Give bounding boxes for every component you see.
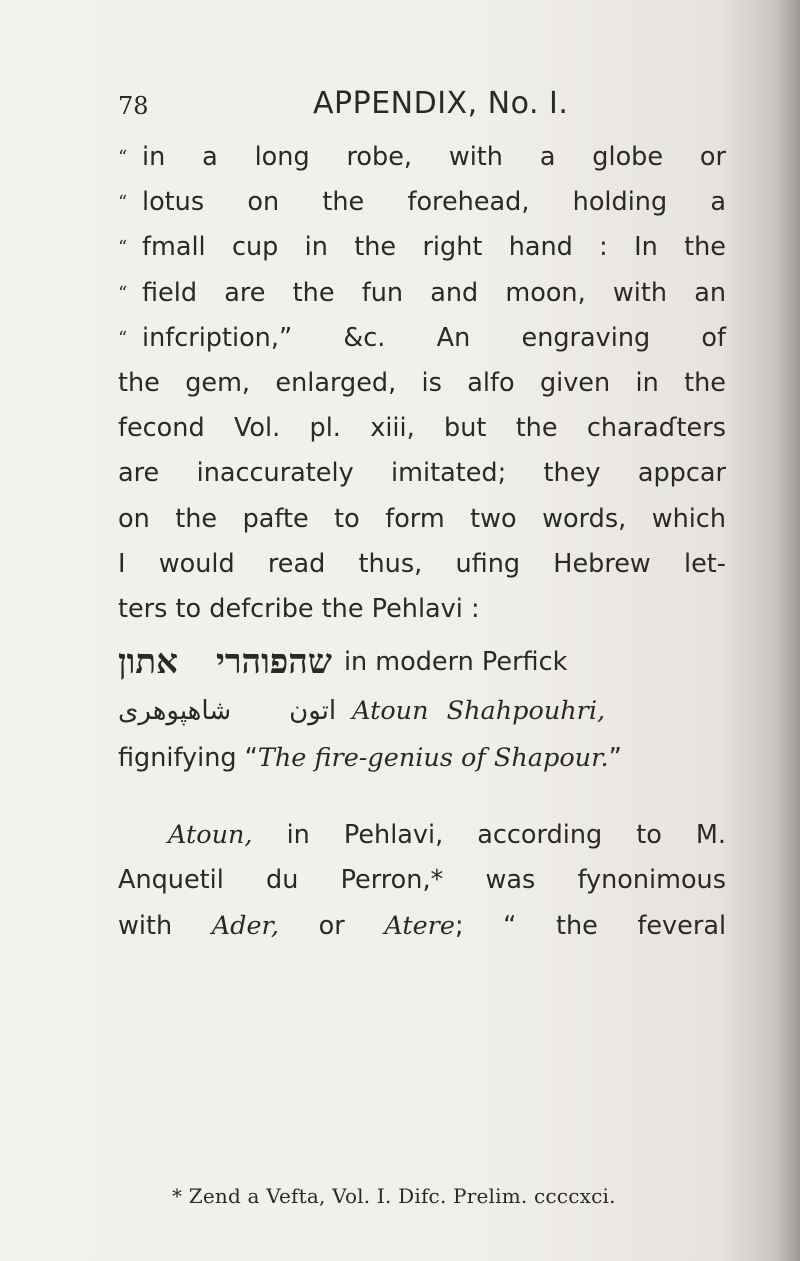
hebrew-word-atoun: אתון xyxy=(118,642,178,683)
italic-phrase: The fire-genius of Shapour. xyxy=(257,743,609,774)
text-line: Anquetil du Perron,* was fynonimous xyxy=(118,865,726,896)
line-text: infcription,” &c. An engraving of xyxy=(142,322,726,353)
line-text: with xyxy=(118,910,173,941)
line-text: fignifying “ xyxy=(118,743,258,774)
quote-mark: “ xyxy=(118,192,128,214)
quote-mark: “ xyxy=(118,282,128,304)
text-line: on the pafte to form two words, which xyxy=(118,503,726,534)
quote-mark: “ xyxy=(118,237,128,259)
persian-line xyxy=(118,688,726,736)
text-line xyxy=(118,135,726,180)
text-line: I would read thus, ufing Hebrew let- xyxy=(118,548,726,579)
body-text xyxy=(118,135,726,949)
line-text: field are the fun and moon, with an xyxy=(142,277,726,308)
line-text: lotus on the forehead, holding a xyxy=(142,187,726,218)
hebrew-word-shahpouhri: שהפוהרי xyxy=(215,642,332,683)
hebrew-line-text: in modern Perfick xyxy=(343,647,568,678)
running-head: APPENDIX, No. I. xyxy=(313,86,569,121)
persian-word-shahpouhri: شاهپوهری xyxy=(118,696,232,727)
quote-mark: “ xyxy=(118,327,128,349)
page-header xyxy=(118,86,728,126)
signifying-line xyxy=(118,736,726,781)
line-text: ” xyxy=(608,743,622,774)
text-line xyxy=(118,271,726,316)
text-line: ters to defcribe the Pehlavi : xyxy=(118,593,480,624)
text-line: are inaccurately imitated; they appcar xyxy=(118,458,726,489)
text-line: the gem, enlarged, is alfo given in the xyxy=(118,367,726,398)
text-line xyxy=(118,904,726,949)
quote-mark: “ xyxy=(118,147,128,168)
text-line xyxy=(118,180,726,225)
text-line xyxy=(118,225,726,270)
footnote: * Zend a Vefta, Vol. I. Difc. Prelim. ccccxci. xyxy=(172,1184,616,1208)
line-text: fmall cup in the right hand : In the xyxy=(142,232,726,263)
hebrew-line xyxy=(118,638,726,688)
page-number: 78 xyxy=(118,92,149,120)
italic-word: Ader, xyxy=(211,910,280,941)
text-line xyxy=(118,316,726,361)
line-text: ; “ the feveral xyxy=(454,910,727,941)
text-line xyxy=(118,813,726,858)
line-text: or xyxy=(318,910,345,941)
italic-word: Atoun, xyxy=(168,820,253,851)
transliteration: Atoun Shahpouhri, xyxy=(352,696,606,727)
persian-word-atoun: اتون xyxy=(289,696,337,727)
line-text: in a long robe, with a globe or xyxy=(142,142,726,172)
text-line: fecond Vol. pl. xiii, but the charaɗters xyxy=(118,413,726,444)
italic-word: Atere xyxy=(384,910,455,941)
paragraph xyxy=(118,813,726,949)
line-text: in Pehlavi, according to M. xyxy=(286,820,727,851)
